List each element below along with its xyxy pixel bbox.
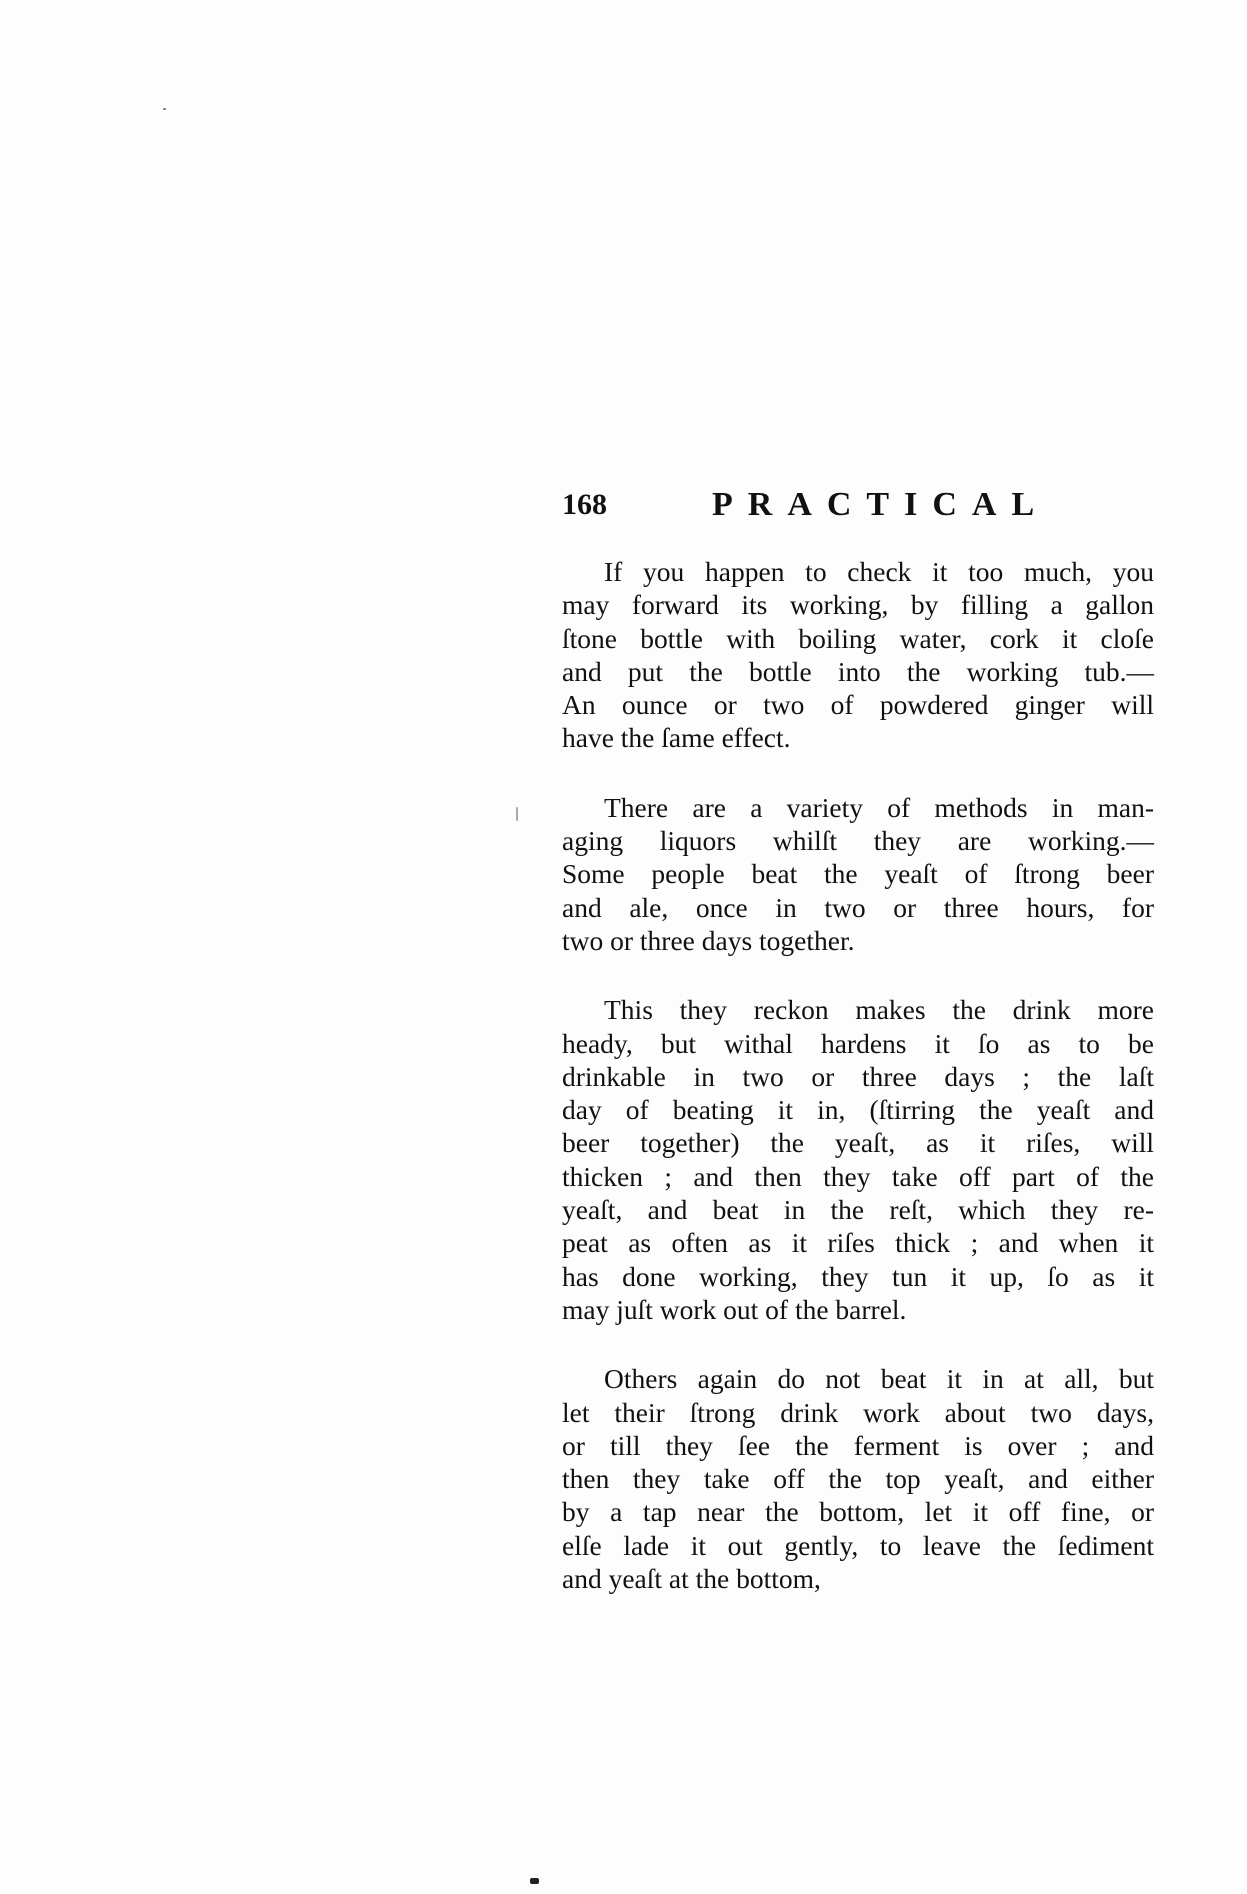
text-line: let their ſtrong drink work about two days, [562, 1396, 1154, 1428]
page-header [562, 488, 1062, 536]
paragraph [562, 993, 1154, 1326]
page-number: 168 [562, 488, 607, 521]
text-line: may juſt work out of the barrel. [562, 1293, 907, 1325]
text-line: There are a variety of methods in man- [604, 791, 1154, 823]
text-line: two or three days together. [562, 924, 855, 956]
body-text [562, 555, 1154, 1631]
text-line: then they take off the top yeaſt, and either [562, 1463, 1154, 1495]
text-line: may forward its working, by filling a gallon [562, 589, 1154, 621]
paragraph [562, 791, 1154, 957]
text-line: and put the bottle into the working tub.— [562, 655, 1154, 687]
text-line: has done working, they tun it up, ſo as it [562, 1260, 1154, 1292]
text-line: Some people beat the yeaſt of ſtrong beer [562, 858, 1154, 890]
text-line: have the ſame effect. [562, 722, 791, 754]
text-line: and yeaſt at the bottom, [562, 1563, 821, 1595]
text-line: If you happen to check it too much, you [604, 556, 1154, 587]
text-line: heady, but withal hardens it ſo as to be [562, 1027, 1154, 1059]
text-line: elſe lade it out gently, to leave the ſediment [562, 1529, 1154, 1561]
print-speck [516, 807, 518, 821]
running-head: PRACTICAL [712, 486, 1050, 523]
text-line: drinkable in two or three days ; the laſt [562, 1060, 1154, 1092]
paragraph [562, 555, 1154, 755]
footer-mark [530, 1878, 539, 1884]
text-line: aging liquors whilſt they are working.— [562, 825, 1154, 857]
text-line: peat as often as it riſes thick ; and when it [562, 1227, 1154, 1259]
paragraph [562, 1362, 1154, 1595]
print-speck [163, 108, 166, 110]
text-line: An ounce or two of powdered ginger will [562, 689, 1154, 721]
text-line: ſtone bottle with boiling water, cork it cloſe [562, 622, 1154, 654]
text-line: and ale, once in two or three hours, for [562, 891, 1154, 923]
text-line: by a tap near the bottom, let it off fine, or [562, 1496, 1154, 1528]
text-line: day of beating it in, (ſtirring the yeaſt and [562, 1094, 1154, 1126]
text-line: beer together) the yeaſt, as it riſes, will [562, 1127, 1154, 1159]
text-line: thicken ; and then they take off part of the [562, 1160, 1154, 1192]
text-line: or till they ſee the ferment is over ; and [562, 1429, 1154, 1461]
text-line: Others again do not beat it in at all, but [604, 1363, 1154, 1395]
text-line: This they reckon makes the drink more [604, 994, 1154, 1026]
text-line: yeaſt, and beat in the reſt, which they re- [562, 1194, 1154, 1226]
